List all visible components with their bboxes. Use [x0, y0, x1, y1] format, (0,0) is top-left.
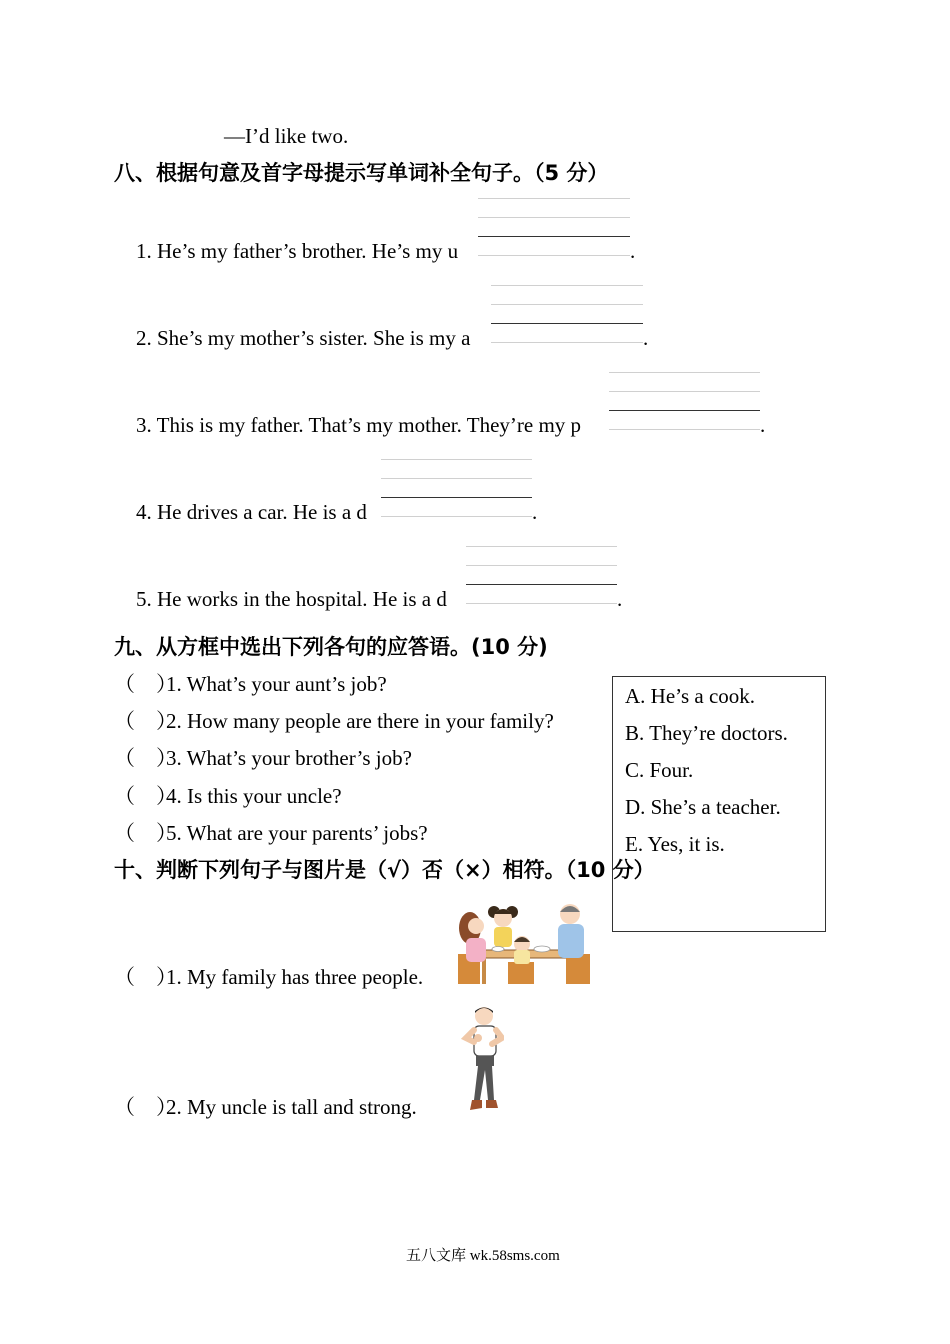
period: . [532, 500, 538, 524]
section-8-heading: 八、根据句意及首字母提示写单词补全句子。（5 分） [114, 161, 609, 185]
fill-item-1: 1. He’s my father’s brother. He’s my u [136, 239, 459, 263]
answer-parens[interactable]: （ ） [114, 709, 177, 733]
section-10-heading: 十、判断下列句子与图片是（√）否（×）相符。（10 分） [114, 858, 655, 882]
answer-parens[interactable]: （ ） [114, 784, 177, 808]
judge-item-2: （ ）2. My uncle is tall and strong. [114, 1095, 417, 1119]
previous-answer-line: —I’d like two. [224, 124, 349, 148]
judge-item-1: （ ）1. My family has three people. [114, 965, 424, 989]
answer-parens[interactable]: （ ） [114, 746, 177, 770]
period: . [630, 239, 636, 263]
match-question-4: （ ）4. Is this your uncle? [114, 784, 342, 808]
fill-item-5: 5. He works in the hospital. He is a d [136, 587, 447, 611]
fill-item-4: 4. He drives a car. He is a d [136, 500, 367, 524]
match-question-1: （ ）1. What’s your aunt’s job? [114, 672, 387, 696]
option-c: C. Four. [625, 758, 694, 782]
fill-item-3: 3. This is my father. That’s my mother. They’re my p [136, 413, 582, 437]
match-question-2: （ ）2. How many people are there in your family? [114, 709, 554, 733]
answer-blank-3[interactable] [609, 372, 760, 432]
answer-blank-1[interactable] [478, 198, 630, 258]
match-question-3: （ ）3. What’s your brother’s job? [114, 746, 412, 770]
option-a: A. He’s a cook. [625, 684, 756, 708]
answer-blank-5[interactable] [466, 546, 617, 606]
match-question-5: （ ）5. What are your parents’ jobs? [114, 821, 428, 845]
period: . [760, 413, 766, 437]
answer-parens[interactable]: （ ） [114, 672, 177, 696]
section-9-heading: 九、从方框中选出下列各句的应答语。(10 分) [114, 635, 548, 659]
strong-man-flexing-illustration [460, 1004, 504, 1116]
fill-item-2: 2. She’s my mother’s sister. She is my a [136, 326, 471, 350]
option-e: E. Yes, it is. [625, 832, 725, 856]
answer-blank-2[interactable] [491, 285, 643, 345]
option-d: D. She’s a teacher. [625, 795, 781, 819]
family-at-table-illustration [458, 898, 590, 984]
answer-parens[interactable]: （ ） [114, 821, 177, 845]
option-b: B. They’re doctors. [625, 721, 788, 745]
answer-blank-4[interactable] [381, 459, 532, 519]
period: . [643, 326, 649, 350]
options-box [612, 676, 826, 932]
period: . [617, 587, 623, 611]
answer-parens[interactable]: （ ） [114, 965, 177, 989]
footer-watermark: 五八文库 wk.58sms.com [406, 1248, 560, 1264]
answer-parens[interactable]: （ ） [114, 1095, 177, 1119]
